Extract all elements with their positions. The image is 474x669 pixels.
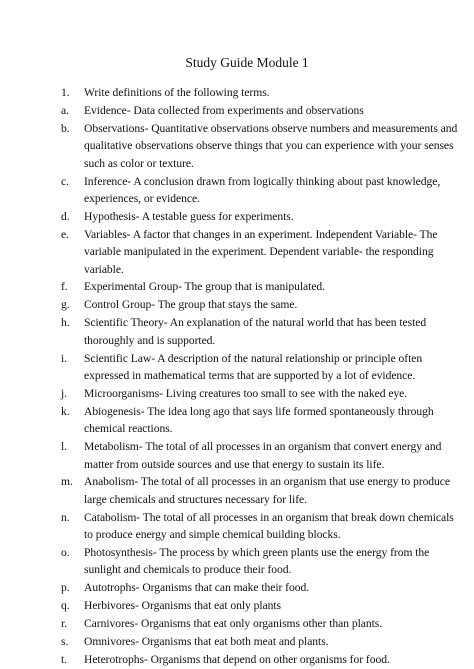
list-marker: k. bbox=[61, 404, 70, 418]
list-marker: l. bbox=[61, 440, 68, 454]
list-marker: p. bbox=[61, 581, 70, 595]
list-marker: q. bbox=[61, 599, 70, 613]
list-marker: 1. bbox=[61, 86, 70, 99]
list-item bbox=[61, 438, 461, 473]
list-marker: t. bbox=[61, 653, 68, 666]
list-item bbox=[61, 102, 461, 119]
list-marker: b. bbox=[61, 121, 70, 135]
list-marker: d. bbox=[61, 209, 70, 223]
page-title: Study Guide Module 1 bbox=[185, 55, 309, 70]
list-item-text: Herbivores- Organisms that eat only plants bbox=[84, 599, 281, 613]
list-marker: j. bbox=[61, 386, 68, 400]
list-item bbox=[61, 173, 461, 208]
list-item bbox=[61, 314, 461, 349]
list-item-text: Autotrophs- Organisms that can make their food. bbox=[84, 581, 310, 595]
list-marker: n. bbox=[61, 510, 70, 524]
list-item-text: Anabolism- The total of all processes in an organism that use energy to produce large chemicals and structures necessary for life. bbox=[84, 475, 450, 506]
list-item-text: Evidence- Data collected from experiments and observations bbox=[84, 103, 364, 117]
list-item-text: Hypothesis- A testable guess for experiments. bbox=[84, 209, 294, 223]
list-item-text: Abiogenesis- The idea long ago that says life formed spontaneously through chemical reactions. bbox=[84, 404, 434, 436]
list-item bbox=[61, 296, 461, 313]
list-item-text: Omnivores- Organisms that eat both meat and plants. bbox=[84, 635, 329, 649]
list-item bbox=[61, 651, 461, 668]
list-item bbox=[61, 633, 461, 650]
list-item-text: Scientific Law- A description of the natural relationship or principle often expressed in mathematical terms that are supported by a lot of evidence. bbox=[84, 351, 423, 382]
list-item bbox=[61, 208, 461, 225]
list-marker: f. bbox=[61, 280, 68, 294]
list-item-text: Write definitions of the following terms. bbox=[84, 86, 270, 99]
list-marker: s. bbox=[61, 635, 69, 649]
list-item-text: Heterotrophs- Organisms that depend on other organisms for food. bbox=[84, 653, 390, 666]
list-item-text: Catabolism- The total of all processes in an organism that break down chemicals to produce energy and simple chemical building blocks. bbox=[84, 510, 454, 542]
list-marker: m. bbox=[61, 475, 73, 489]
list-item-text: Carnivores- Organisms that eat only organisms other than plants. bbox=[84, 617, 383, 631]
list-item-text: Scientific Theory- An explanation of the natural world that has been tested thoroughly and is supported. bbox=[84, 316, 427, 347]
list-item bbox=[61, 544, 461, 579]
definition-list bbox=[61, 84, 461, 669]
list-item-text: Observations- Quantitative observations observe numbers and measurements and qualitative observations observe things that you can experience with your senses such as color or texture. bbox=[84, 121, 458, 170]
list-item bbox=[61, 473, 461, 508]
list-item-text: Variables- A factor that changes in an experiment. Independent Variable- The variable manipulated in the experiment. Dependent variable- the responding variable. bbox=[84, 227, 438, 276]
list-marker: o. bbox=[61, 546, 70, 560]
list-item-text: Metabolism- The total of all processes in an organism that convert energy and matter from outside sources and use that energy to sustain its life. bbox=[84, 440, 442, 471]
list-item bbox=[61, 597, 461, 614]
list-marker: e. bbox=[61, 227, 69, 241]
list-marker: c. bbox=[61, 174, 69, 188]
list-item bbox=[61, 579, 461, 596]
list-item bbox=[61, 615, 461, 632]
list-marker: h. bbox=[61, 316, 70, 330]
list-item-text: Photosynthesis- The process by which green plants use the energy from the sunlight and chemicals to produce their food. bbox=[84, 546, 430, 577]
list-item bbox=[61, 278, 461, 295]
list-item-text: Microorganisms- Living creatures too small to see with the naked eye. bbox=[84, 386, 408, 400]
list-item-text: Experimental Group- The group that is manipulated. bbox=[84, 280, 326, 294]
list-item-text: Control Group- The group that stays the same. bbox=[84, 298, 298, 312]
list-item bbox=[61, 509, 461, 544]
list-marker: a. bbox=[61, 103, 69, 117]
list-item bbox=[61, 120, 461, 172]
list-item bbox=[61, 226, 461, 278]
list-item bbox=[61, 403, 461, 438]
list-item bbox=[61, 84, 461, 101]
list-marker: g. bbox=[61, 298, 70, 312]
list-marker: r. bbox=[61, 617, 68, 631]
list-item bbox=[61, 385, 461, 402]
list-marker: i. bbox=[61, 351, 68, 365]
list-item bbox=[61, 350, 461, 385]
list-item-text: Inference- A conclusion drawn from logically thinking about past knowledge, experiences, or evidence. bbox=[84, 174, 441, 205]
